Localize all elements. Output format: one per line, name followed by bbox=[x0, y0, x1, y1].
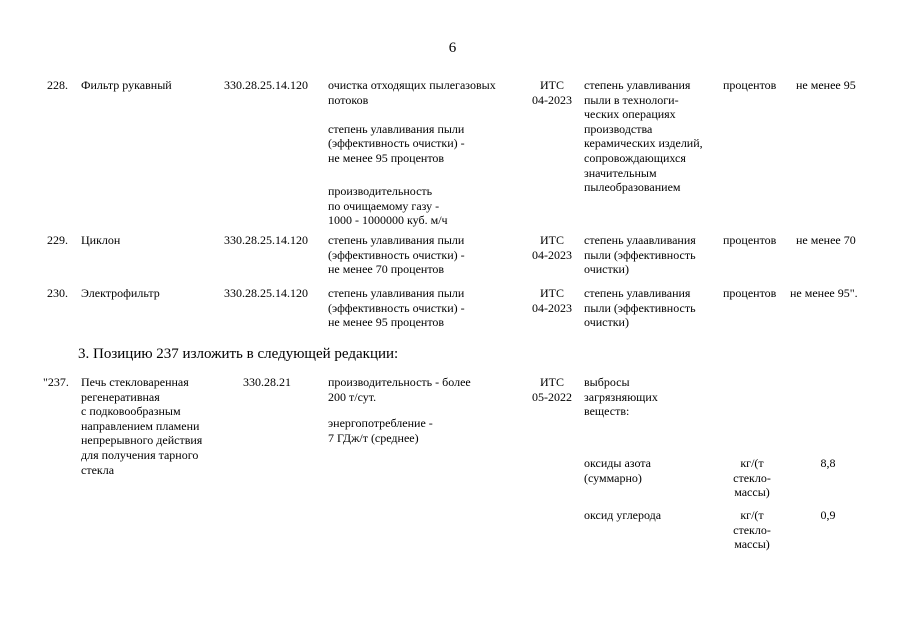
name-line: стекла bbox=[81, 462, 115, 477]
indicator-line: ческих операциях bbox=[584, 107, 676, 122]
name-line: Печь стекловаренная bbox=[81, 375, 189, 389]
indicator-line: пылеобразованием bbox=[584, 180, 681, 195]
its-number: 04-2023 bbox=[532, 247, 572, 262]
char-line: производительность - более bbox=[328, 375, 471, 389]
row-230-name: Электрофильтр bbox=[81, 286, 160, 300]
its-number: 05-2022 bbox=[532, 389, 572, 404]
indicator-line: степень улаавливания bbox=[584, 233, 696, 247]
unit-line: кг/(т bbox=[740, 508, 764, 522]
row-230-its bbox=[520, 286, 584, 315]
row-230-value: не менее 95". bbox=[790, 286, 858, 300]
char-line: потоков bbox=[328, 92, 369, 107]
row-229-characteristics bbox=[328, 233, 465, 277]
its-label: ИТС bbox=[540, 286, 564, 300]
row-229-name: Циклон bbox=[81, 233, 121, 247]
indicator-line: выбросы bbox=[584, 375, 630, 389]
row-237-code: 330.28.21 bbox=[243, 375, 291, 389]
its-label: ИТС bbox=[540, 233, 564, 247]
indicator-line: керамических изделий, bbox=[584, 136, 703, 151]
char-line: не менее 95 процентов bbox=[328, 150, 445, 165]
indicator-line: производства bbox=[584, 121, 653, 136]
row-229-indicator bbox=[584, 233, 696, 277]
char-line: степень улавливания пыли bbox=[328, 233, 465, 247]
char-line: по очищаемому газу - bbox=[328, 198, 440, 213]
indicator-line: значительным bbox=[584, 165, 657, 180]
row-230-indicator bbox=[584, 286, 696, 330]
indicator-line: степень улавливания bbox=[584, 286, 691, 300]
name-line: с подковообразным bbox=[81, 404, 181, 419]
row-228-indicator bbox=[584, 78, 703, 195]
indicator-line: загрязняющих bbox=[584, 389, 658, 404]
pollutant-name-line: оксид углерода bbox=[584, 508, 662, 522]
char-line: производительность bbox=[328, 184, 433, 199]
row-229-its bbox=[520, 233, 584, 262]
pollutant-unit bbox=[722, 456, 782, 500]
char-line: 200 т/сут. bbox=[328, 389, 377, 404]
row-230-unit: процентов bbox=[723, 286, 777, 300]
char-line: очистка отходящих пылегазовых bbox=[328, 78, 496, 92]
its-label: ИТС bbox=[540, 78, 564, 92]
char-line: степень улавливания пыли bbox=[328, 286, 465, 300]
pollutant-name-line: оксиды азота bbox=[584, 456, 652, 470]
char-line: 1000 - 1000000 куб. м/ч bbox=[328, 213, 448, 228]
char-line: (эффективность очистки) - bbox=[328, 136, 465, 151]
name-line: для получения тарного bbox=[81, 447, 199, 462]
name-line: направлением пламени bbox=[81, 418, 200, 433]
row-230-number: 230. bbox=[47, 286, 68, 300]
char-line: энергопотребление - bbox=[328, 416, 433, 431]
unit-line: кг/(т bbox=[740, 456, 764, 470]
its-label: ИТС bbox=[540, 375, 564, 389]
pollutant-unit bbox=[722, 508, 782, 552]
section-heading: 3. Позицию 237 изложить в следующей редакции: bbox=[78, 346, 399, 362]
unit-line: массы) bbox=[734, 485, 770, 500]
row-229-number: 229. bbox=[47, 233, 68, 247]
pollutant-name bbox=[584, 508, 661, 523]
row-230-code: 330.28.25.14.120 bbox=[224, 286, 308, 300]
page-number: 6 bbox=[448, 40, 457, 56]
row-228-number: 228. bbox=[47, 78, 68, 92]
unit-line: стекло- bbox=[733, 470, 771, 485]
unit-line: стекло- bbox=[733, 522, 771, 537]
indicator-line: пыли в технологи- bbox=[584, 92, 679, 107]
row-228-unit: процентов bbox=[723, 78, 777, 92]
row-228-value: не менее 95 bbox=[796, 78, 856, 92]
its-number: 04-2023 bbox=[532, 300, 572, 315]
char-line: не менее 70 процентов bbox=[328, 262, 445, 277]
indicator-line: очистки) bbox=[584, 262, 629, 277]
name-line: регенеративная bbox=[81, 389, 160, 404]
row-228-name-line: Фильтр рукавный bbox=[81, 78, 172, 92]
row-229-value: не менее 70 bbox=[796, 233, 856, 247]
pollutant-name bbox=[584, 456, 651, 485]
row-228-name bbox=[81, 78, 172, 93]
indicator-line: степень улавливания bbox=[584, 78, 691, 92]
indicator-line: очистки) bbox=[584, 315, 629, 330]
char-line: (эффективность очистки) - bbox=[328, 247, 465, 262]
pollutant-value: 0,9 bbox=[820, 508, 836, 522]
row-228-code: 330.28.25.14.120 bbox=[224, 78, 308, 92]
name-line: непрерывного действия bbox=[81, 433, 203, 448]
char-line: 7 ГДж/т (среднее) bbox=[328, 430, 419, 445]
row-228-characteristics bbox=[328, 78, 496, 228]
pollutant-name-line: (суммарно) bbox=[584, 470, 642, 485]
char-line: (эффективность очистки) - bbox=[328, 300, 465, 315]
row-237-indicator-header bbox=[584, 375, 658, 419]
row-228-its bbox=[520, 78, 584, 107]
row-237-name bbox=[81, 375, 202, 477]
indicator-line: пыли (эффективность bbox=[584, 247, 696, 262]
char-line: не менее 95 процентов bbox=[328, 315, 445, 330]
unit-line: массы) bbox=[734, 537, 770, 552]
indicator-line: веществ: bbox=[584, 404, 630, 419]
row-230-characteristics bbox=[328, 286, 465, 330]
row-229-unit: процентов bbox=[723, 233, 777, 247]
indicator-line: пыли (эффективность bbox=[584, 300, 696, 315]
char-line: степень улавливания пыли bbox=[328, 121, 465, 136]
indicator-line: сопровождающихся bbox=[584, 150, 686, 165]
row-237-its bbox=[520, 375, 584, 404]
row-237-number: "237. bbox=[43, 375, 69, 389]
pollutant-value: 8,8 bbox=[820, 456, 836, 470]
row-237-characteristics bbox=[328, 375, 471, 445]
its-number: 04-2023 bbox=[532, 92, 572, 107]
row-229-code: 330.28.25.14.120 bbox=[224, 233, 308, 247]
